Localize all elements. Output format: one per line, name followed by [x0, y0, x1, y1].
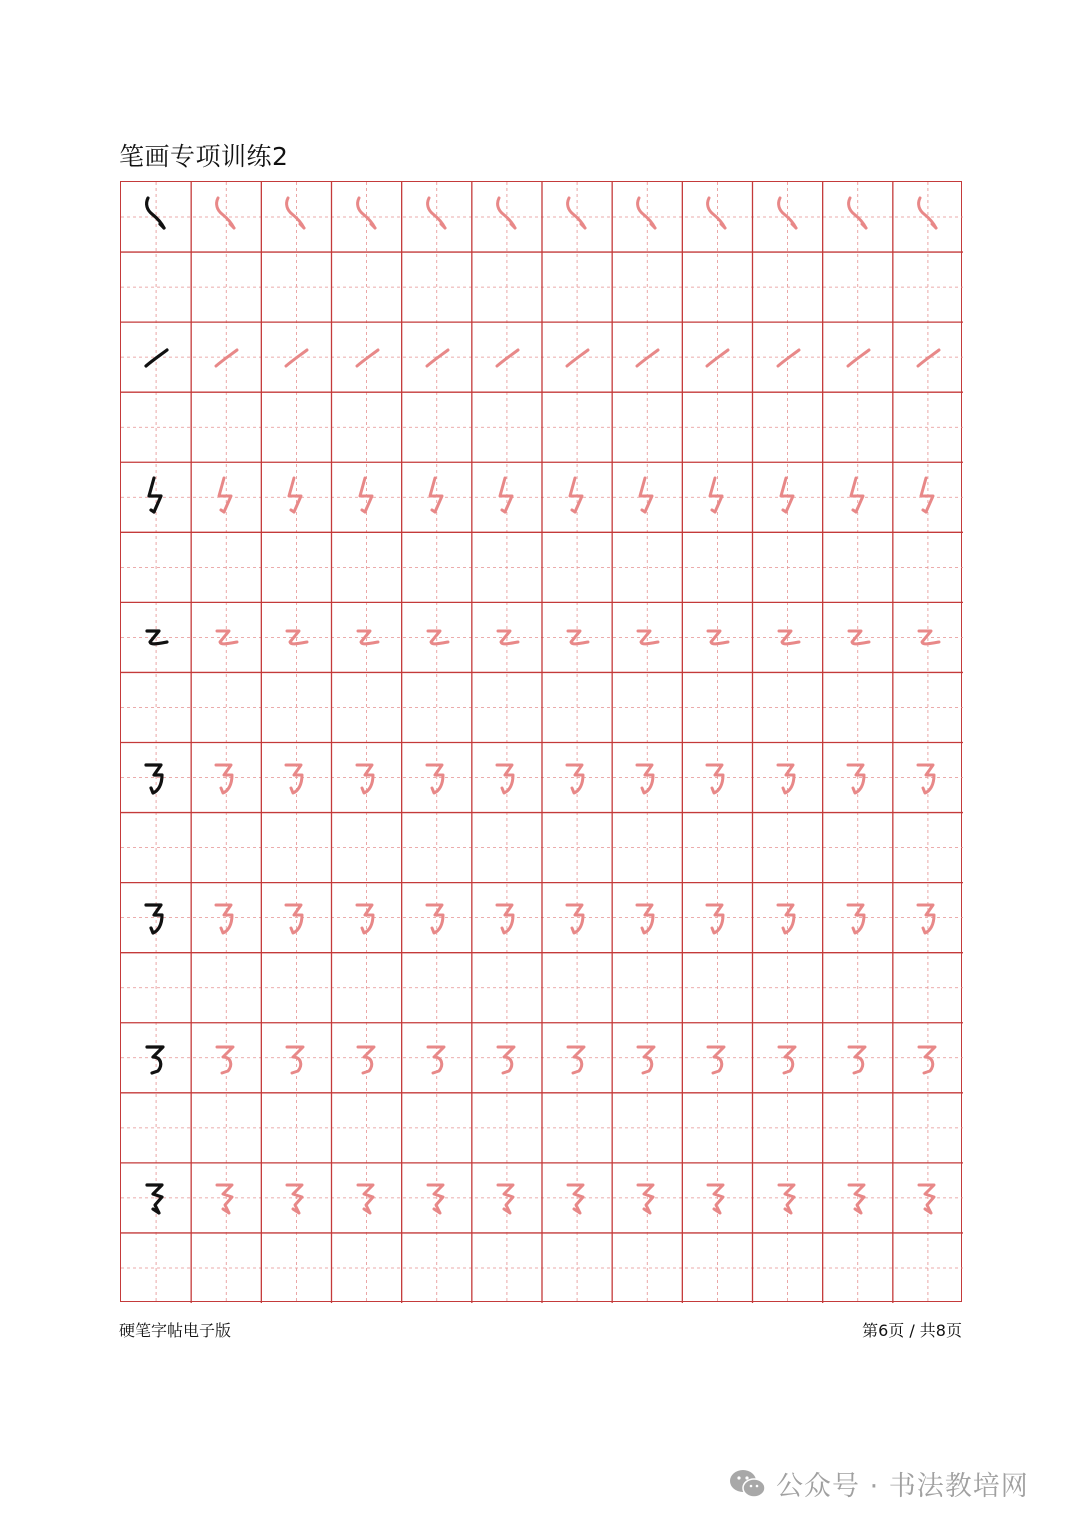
- heng-zhe-zhe-zhe-gou-icon: [682, 1163, 752, 1233]
- heng-zhe-zhe-wan-gou-icon: [893, 883, 963, 953]
- stroke-heng-zhe-wan-gou-1-trace: [261, 743, 331, 813]
- stroke-heng-pie-wan-gou-trace: [472, 1023, 542, 1093]
- stroke-pie-dian-trace: [612, 182, 682, 252]
- stroke-heng-pie-wan-gou-trace: [682, 1023, 752, 1093]
- stroke-pie-dian-trace: [191, 182, 261, 252]
- shu-zhe-zhe-stroke-icon: [402, 462, 472, 532]
- pie-dian-stroke-icon: [191, 182, 261, 252]
- heng-zhe-zhe-zhe-gou-icon: [121, 1163, 191, 1233]
- stroke-heng-zhe-wan-gou-2-trace: [332, 883, 402, 953]
- stroke-heng-zhe-zhe-zhe-gou-trace: [823, 1163, 893, 1233]
- stroke-heng-zhe-wan-trace: [542, 602, 612, 672]
- stroke-heng-zhe-zhe-zhe-gou-trace: [682, 1163, 752, 1233]
- heng-zhe-zhe-zhe-gou-icon: [893, 1163, 963, 1233]
- stroke-pie-dian-trace: [332, 182, 402, 252]
- stroke-heng-zhe-wan-gou-1-trace: [402, 743, 472, 813]
- stroke-ti-trace: [893, 322, 963, 392]
- stroke-pie-dian-model: [121, 182, 191, 252]
- stroke-pie-dian-trace: [472, 182, 542, 252]
- heng-pie-wan-gou-icon: [542, 1023, 612, 1093]
- ti-stroke-icon: [472, 322, 542, 392]
- page-number: 第6页 / 共8页: [862, 1321, 962, 1340]
- ti-stroke-icon: [542, 322, 612, 392]
- stroke-heng-zhe-wan-gou-1-trace: [893, 743, 963, 813]
- heng-pie-wan-gou-icon: [612, 1023, 682, 1093]
- stroke-shu-zhe-zhe-trace: [682, 462, 752, 532]
- stroke-heng-zhe-zhe-zhe-gou-model: [121, 1163, 191, 1233]
- heng-pie-wan-gou-icon: [191, 1023, 261, 1093]
- stroke-heng-zhe-wan-trace: [332, 602, 402, 672]
- stroke-shu-zhe-zhe-trace: [402, 462, 472, 532]
- heng-zhe-zhe-wan-gou-icon: [542, 883, 612, 953]
- heng-zhe-wan-stroke-icon: [261, 602, 331, 672]
- pie-dian-stroke-icon: [402, 182, 472, 252]
- stroke-heng-zhe-wan-gou-2-trace: [402, 883, 472, 953]
- stroke-heng-zhe-zhe-zhe-gou-trace: [191, 1163, 261, 1233]
- stroke-shu-zhe-zhe-trace: [332, 462, 402, 532]
- heng-zhe-wan-stroke-icon: [472, 602, 542, 672]
- watermark-text: 公众号 · 书法教培网: [776, 1471, 1029, 1502]
- stroke-heng-pie-wan-gou-trace: [893, 1023, 963, 1093]
- stroke-shu-zhe-zhe-trace: [753, 462, 823, 532]
- shu-zhe-zhe-stroke-icon: [612, 462, 682, 532]
- stroke-heng-pie-wan-gou-trace: [332, 1023, 402, 1093]
- ti-stroke-icon: [121, 322, 191, 392]
- ti-stroke-icon: [823, 322, 893, 392]
- stroke-heng-pie-wan-gou-trace: [753, 1023, 823, 1093]
- stroke-pie-dian-trace: [823, 182, 893, 252]
- heng-zhe-zhe-zhe-gou-icon: [753, 1163, 823, 1233]
- stroke-ti-trace: [823, 322, 893, 392]
- stroke-heng-zhe-zhe-zhe-gou-trace: [261, 1163, 331, 1233]
- wechat-icon: [728, 1467, 768, 1501]
- heng-zhe-zhe-wan-gou-icon: [472, 883, 542, 953]
- heng-zhe-zhe-wan-gou-icon: [121, 883, 191, 953]
- pie-dian-stroke-icon: [542, 182, 612, 252]
- stroke-ti-trace: [332, 322, 402, 392]
- stroke-heng-pie-wan-gou-trace: [261, 1023, 331, 1093]
- heng-zhe-zhe-wan-gou-icon: [191, 743, 261, 813]
- stroke-heng-zhe-zhe-zhe-gou-trace: [542, 1163, 612, 1233]
- stroke-ti-trace: [682, 322, 752, 392]
- stroke-heng-pie-wan-gou-trace: [612, 1023, 682, 1093]
- shu-zhe-zhe-stroke-icon: [682, 462, 752, 532]
- pie-dian-stroke-icon: [823, 182, 893, 252]
- heng-zhe-zhe-wan-gou-icon: [332, 743, 402, 813]
- heng-zhe-zhe-zhe-gou-icon: [472, 1163, 542, 1233]
- heng-zhe-wan-stroke-icon: [121, 602, 191, 672]
- heng-zhe-zhe-wan-gou-icon: [612, 743, 682, 813]
- pie-dian-stroke-icon: [612, 182, 682, 252]
- shu-zhe-zhe-stroke-icon: [191, 462, 261, 532]
- pie-dian-stroke-icon: [893, 182, 963, 252]
- heng-pie-wan-gou-icon: [402, 1023, 472, 1093]
- shu-zhe-zhe-stroke-icon: [753, 462, 823, 532]
- stroke-heng-zhe-wan-gou-1-trace: [542, 743, 612, 813]
- stroke-heng-zhe-wan-trace: [612, 602, 682, 672]
- stroke-shu-zhe-zhe-trace: [191, 462, 261, 532]
- stroke-heng-zhe-wan-trace: [472, 602, 542, 672]
- heng-zhe-zhe-wan-gou-icon: [823, 743, 893, 813]
- stroke-heng-pie-wan-gou-trace: [402, 1023, 472, 1093]
- stroke-heng-pie-wan-gou-trace: [191, 1023, 261, 1093]
- stroke-heng-zhe-wan-gou-1-trace: [823, 743, 893, 813]
- pie-dian-stroke-icon: [261, 182, 331, 252]
- stroke-heng-zhe-wan-gou-2-trace: [472, 883, 542, 953]
- heng-zhe-zhe-wan-gou-icon: [332, 883, 402, 953]
- stroke-heng-zhe-zhe-zhe-gou-trace: [402, 1163, 472, 1233]
- heng-pie-wan-gou-icon: [121, 1023, 191, 1093]
- stroke-heng-zhe-wan-gou-1-trace: [191, 743, 261, 813]
- stroke-heng-zhe-wan-gou-2-trace: [682, 883, 752, 953]
- heng-pie-wan-gou-icon: [753, 1023, 823, 1093]
- stroke-heng-pie-wan-gou-trace: [542, 1023, 612, 1093]
- stroke-heng-zhe-wan-gou-1-model: [121, 743, 191, 813]
- heng-zhe-zhe-wan-gou-icon: [261, 883, 331, 953]
- stroke-heng-zhe-zhe-zhe-gou-trace: [612, 1163, 682, 1233]
- pie-dian-stroke-icon: [472, 182, 542, 252]
- stroke-heng-zhe-zhe-zhe-gou-trace: [472, 1163, 542, 1233]
- heng-zhe-wan-stroke-icon: [191, 602, 261, 672]
- footer-title: 硬笔字帖电子版: [119, 1321, 232, 1340]
- ti-stroke-icon: [191, 322, 261, 392]
- stroke-heng-zhe-wan-gou-2-trace: [191, 883, 261, 953]
- stroke-heng-zhe-wan-trace: [893, 602, 963, 672]
- stroke-heng-zhe-zhe-zhe-gou-trace: [753, 1163, 823, 1233]
- stroke-heng-zhe-wan-gou-1-trace: [753, 743, 823, 813]
- heng-zhe-zhe-wan-gou-icon: [121, 743, 191, 813]
- stroke-ti-trace: [542, 322, 612, 392]
- heng-zhe-zhe-zhe-gou-icon: [542, 1163, 612, 1233]
- practice-grid: [120, 181, 962, 1302]
- page-title: 笔画专项训练2: [119, 142, 289, 171]
- heng-zhe-zhe-wan-gou-icon: [612, 883, 682, 953]
- stroke-heng-zhe-wan-trace: [402, 602, 472, 672]
- shu-zhe-zhe-stroke-icon: [332, 462, 402, 532]
- heng-pie-wan-gou-icon: [682, 1023, 752, 1093]
- stroke-heng-zhe-wan-gou-1-trace: [682, 743, 752, 813]
- heng-zhe-zhe-wan-gou-icon: [261, 743, 331, 813]
- stroke-pie-dian-trace: [682, 182, 752, 252]
- stroke-pie-dian-trace: [753, 182, 823, 252]
- heng-zhe-zhe-wan-gou-icon: [823, 883, 893, 953]
- stroke-heng-zhe-zhe-zhe-gou-trace: [332, 1163, 402, 1233]
- heng-pie-wan-gou-icon: [472, 1023, 542, 1093]
- stroke-heng-zhe-wan-trace: [823, 602, 893, 672]
- stroke-shu-zhe-zhe-trace: [542, 462, 612, 532]
- heng-zhe-zhe-zhe-gou-icon: [612, 1163, 682, 1233]
- stroke-pie-dian-trace: [402, 182, 472, 252]
- ti-stroke-icon: [612, 322, 682, 392]
- heng-zhe-wan-stroke-icon: [682, 602, 752, 672]
- stroke-ti-trace: [191, 322, 261, 392]
- stroke-ti-trace: [612, 322, 682, 392]
- heng-zhe-wan-stroke-icon: [893, 602, 963, 672]
- heng-zhe-wan-stroke-icon: [332, 602, 402, 672]
- stroke-shu-zhe-zhe-trace: [893, 462, 963, 532]
- stroke-heng-zhe-wan-gou-2-model: [121, 883, 191, 953]
- shu-zhe-zhe-stroke-icon: [121, 462, 191, 532]
- heng-zhe-zhe-wan-gou-icon: [191, 883, 261, 953]
- stroke-heng-zhe-wan-model: [121, 602, 191, 672]
- stroke-heng-zhe-wan-trace: [191, 602, 261, 672]
- stroke-ti-trace: [472, 322, 542, 392]
- stroke-heng-zhe-wan-gou-2-trace: [612, 883, 682, 953]
- stroke-heng-zhe-wan-gou-1-trace: [332, 743, 402, 813]
- heng-zhe-zhe-wan-gou-icon: [402, 883, 472, 953]
- heng-zhe-zhe-wan-gou-icon: [542, 743, 612, 813]
- pie-dian-stroke-icon: [753, 182, 823, 252]
- stroke-heng-zhe-wan-trace: [682, 602, 752, 672]
- heng-zhe-wan-stroke-icon: [402, 602, 472, 672]
- ti-stroke-icon: [682, 322, 752, 392]
- stroke-pie-dian-trace: [893, 182, 963, 252]
- shu-zhe-zhe-stroke-icon: [893, 462, 963, 532]
- stroke-shu-zhe-zhe-trace: [823, 462, 893, 532]
- shu-zhe-zhe-stroke-icon: [542, 462, 612, 532]
- stroke-heng-zhe-wan-gou-2-trace: [893, 883, 963, 953]
- stroke-shu-zhe-zhe-trace: [472, 462, 542, 532]
- ti-stroke-icon: [332, 322, 402, 392]
- stroke-shu-zhe-zhe-trace: [612, 462, 682, 532]
- stroke-shu-zhe-zhe-trace: [261, 462, 331, 532]
- heng-zhe-zhe-zhe-gou-icon: [402, 1163, 472, 1233]
- stroke-heng-zhe-wan-gou-2-trace: [753, 883, 823, 953]
- heng-zhe-zhe-wan-gou-icon: [753, 883, 823, 953]
- heng-zhe-zhe-wan-gou-icon: [472, 743, 542, 813]
- pie-dian-stroke-icon: [121, 182, 191, 252]
- pie-dian-stroke-icon: [332, 182, 402, 252]
- stroke-heng-zhe-wan-trace: [753, 602, 823, 672]
- shu-zhe-zhe-stroke-icon: [261, 462, 331, 532]
- shu-zhe-zhe-stroke-icon: [823, 462, 893, 532]
- pie-dian-stroke-icon: [682, 182, 752, 252]
- ti-stroke-icon: [753, 322, 823, 392]
- heng-zhe-zhe-wan-gou-icon: [682, 883, 752, 953]
- heng-zhe-zhe-zhe-gou-icon: [191, 1163, 261, 1233]
- stroke-ti-trace: [261, 322, 331, 392]
- stroke-ti-trace: [402, 322, 472, 392]
- watermark: [728, 1464, 1029, 1503]
- heng-zhe-zhe-zhe-gou-icon: [823, 1163, 893, 1233]
- stroke-heng-pie-wan-gou-trace: [823, 1023, 893, 1093]
- stroke-heng-zhe-wan-gou-1-trace: [472, 743, 542, 813]
- heng-zhe-zhe-wan-gou-icon: [402, 743, 472, 813]
- stroke-pie-dian-trace: [261, 182, 331, 252]
- heng-pie-wan-gou-icon: [332, 1023, 402, 1093]
- ti-stroke-icon: [893, 322, 963, 392]
- heng-zhe-zhe-zhe-gou-icon: [332, 1163, 402, 1233]
- stroke-heng-zhe-wan-gou-2-trace: [542, 883, 612, 953]
- shu-zhe-zhe-stroke-icon: [472, 462, 542, 532]
- stroke-ti-model: [121, 322, 191, 392]
- stroke-heng-zhe-wan-gou-2-trace: [823, 883, 893, 953]
- heng-zhe-wan-stroke-icon: [753, 602, 823, 672]
- heng-zhe-wan-stroke-icon: [612, 602, 682, 672]
- ti-stroke-icon: [261, 322, 331, 392]
- stroke-heng-zhe-wan-gou-2-trace: [261, 883, 331, 953]
- stroke-ti-trace: [753, 322, 823, 392]
- heng-zhe-wan-stroke-icon: [542, 602, 612, 672]
- heng-zhe-zhe-wan-gou-icon: [893, 743, 963, 813]
- stroke-heng-zhe-wan-gou-1-trace: [612, 743, 682, 813]
- heng-pie-wan-gou-icon: [893, 1023, 963, 1093]
- stroke-heng-pie-wan-gou-model: [121, 1023, 191, 1093]
- heng-zhe-zhe-wan-gou-icon: [753, 743, 823, 813]
- heng-zhe-zhe-zhe-gou-icon: [261, 1163, 331, 1233]
- stroke-heng-zhe-zhe-zhe-gou-trace: [893, 1163, 963, 1233]
- heng-pie-wan-gou-icon: [823, 1023, 893, 1093]
- heng-zhe-wan-stroke-icon: [823, 602, 893, 672]
- heng-pie-wan-gou-icon: [261, 1023, 331, 1093]
- stroke-heng-zhe-wan-trace: [261, 602, 331, 672]
- ti-stroke-icon: [402, 322, 472, 392]
- stroke-shu-zhe-zhe-model: [121, 462, 191, 532]
- stroke-pie-dian-trace: [542, 182, 612, 252]
- heng-zhe-zhe-wan-gou-icon: [682, 743, 752, 813]
